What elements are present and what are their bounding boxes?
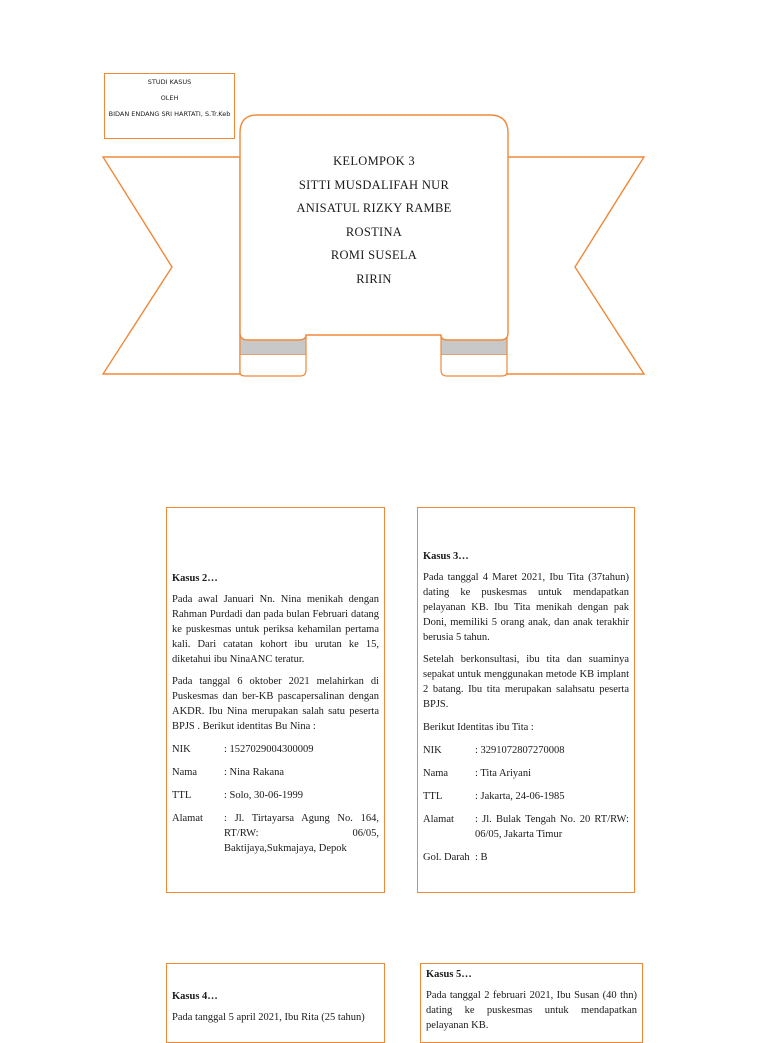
identity-key: NIK [423,744,442,756]
kasus-5-title: Kasus 5… [426,969,472,980]
kasus-2-card [166,507,385,893]
group-line: SITTI MUSDALIFAH NUR [298,177,450,192]
identity-key: Gol. Darah [423,851,470,863]
group-line: ROSTINA [345,224,403,239]
kasus-5-card [420,963,643,1043]
kasus-3-card [417,507,635,893]
identity-row [172,789,379,804]
kasus-2-title: Kasus 2… [172,573,218,584]
identity-key: TTL [172,789,192,801]
kasus-3-paragraph-2: Setelah berkonsultasi, ibu tita dan suaminya sepakat untuk menggunakan metode KB implant 2 batang. Ibu tita merupakan salahsatu peserta BPJS. [423,654,629,711]
identity-value: : Solo, 30-06-1999 [224,789,304,801]
group-line: RIRIN [356,271,392,286]
identity-value: : Jakarta, 24-06-1985 [475,790,565,802]
identity-row [423,813,629,843]
identity-value: : B [475,851,488,863]
identity-key: TTL [423,790,443,802]
kasus-4-paragraph-1: Pada tanggal 5 april 2021, Ibu Rita (25 tahun) [172,1011,365,1023]
author-label: BIDAN ENDANG SRI HARTATI, S.Tr.Keb [108,109,231,118]
identity-row [423,790,629,805]
identity-row [172,743,379,758]
kasus-4-card [166,963,385,1043]
identity-row [172,812,379,857]
group-members [240,150,508,291]
group-line: KELOMPOK 3 [333,154,415,168]
identity-row [423,744,629,759]
kasus-3-title: Kasus 3… [423,551,469,562]
identity-value: : Jl. Bulak Tengah No. 20 RT/RW: 06/05, Jakarta Timur [475,813,629,840]
identity-key: Nama [423,767,449,779]
kasus-5-paragraph-1: Pada tanggal 2 februari 2021, Ibu Susan (40 thn) dating ke puskesmas untuk mendapatkan pelayanan KB. [426,989,637,1031]
kasus-2-paragraph-2: Pada tanggal 6 oktober 2021 melahirkan di Puskesmas dan ber-KB pascapersalinan dengan AKDR. Ibu Nina merupakan salah satu peserta BPJS . Berikut identitas Bu Nina : [172,676,379,733]
oleh-label: OLEH [160,93,179,102]
identity-value: : Nina Rakana [224,766,285,778]
studi-kasus-box [104,73,235,139]
studi-kasus-label: STUDI KASUS [147,78,192,86]
kasus-4-title: Kasus 4… [172,991,218,1002]
kasus-2-paragraph-1: Pada awal Januari Nn. Nina menikah dengan Rahman Purdadi dan pada bulan Februari datang ke puskesmas untuk periksa kehamilan pertama kali. Dari catatan kohort ibu urutan ke 15, diketahui ibu NinaANC teratur. [172,593,379,665]
identity-value: : Tita Ariyani [475,767,532,779]
group-line: ROMI SUSELA [330,248,418,262]
group-line: ANISATUL RIZKY RAMBE [296,201,452,215]
identity-key: Nama [172,766,198,778]
kasus-3-paragraph-3: Berikut Identitas ibu Tita : [423,722,534,734]
identity-value: : Jl. Tirtayarsa Agung No. 164, RT/RW: 06/05, Baktijaya,Sukmajaya, Depok [224,812,379,854]
identity-row [172,766,379,781]
identity-key: NIK [172,744,191,756]
ribbon-right-tail [506,157,644,374]
identity-key: Alamat [423,813,454,825]
identity-row [423,851,629,866]
identity-key: Alamat [172,812,203,824]
ribbon-left-tail [103,157,240,374]
identity-value: : 1527029004300009 [224,744,314,756]
identity-row [423,767,629,782]
identity-value: : 3291072807270008 [475,744,565,756]
kasus-3-paragraph-1: Pada tanggal 4 Maret 2021, Ibu Tita (37tahun) dating ke puskesmas untuk mendapatkan pelayanan KB. Ibu Tita menikah dengan pak Doni, memiliki 5 orang anak, dan anak terakhir berusia 5 tahun. [423,571,629,643]
